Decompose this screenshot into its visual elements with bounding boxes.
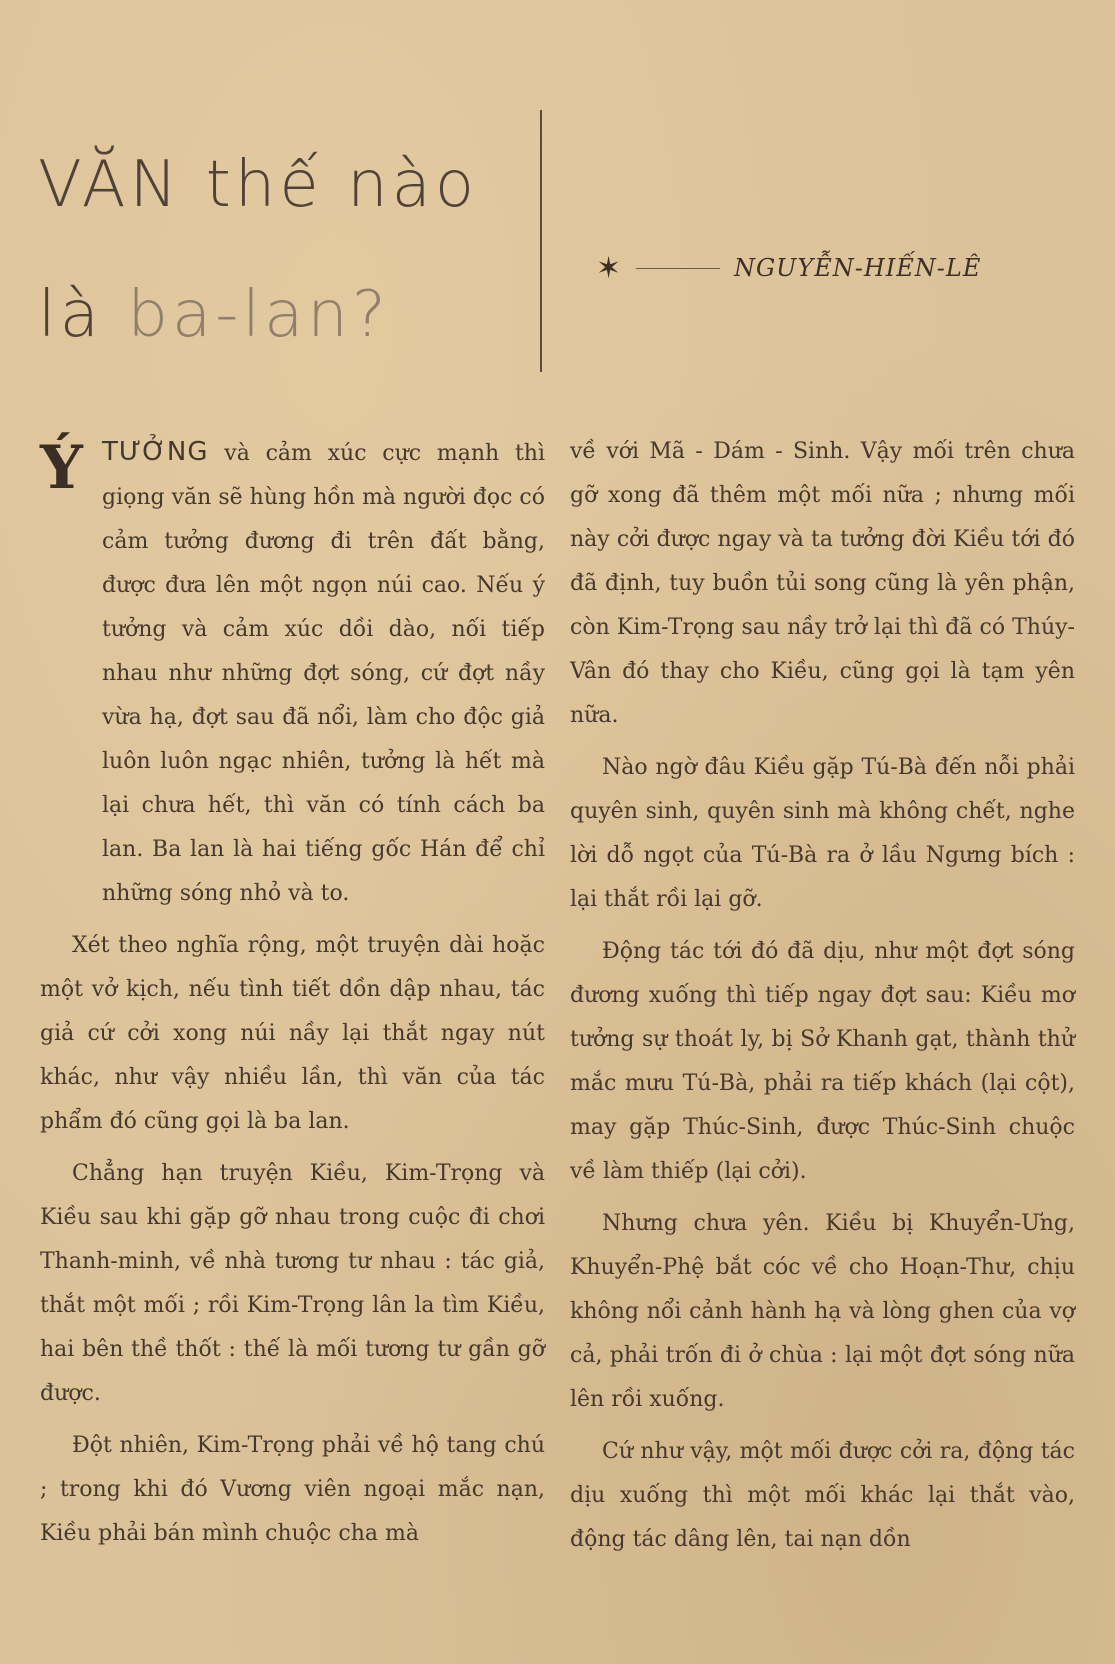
left-column: [40, 430, 545, 1564]
title-word-ba-lan: ba-lan?: [127, 278, 390, 352]
title-divider-rule: [540, 110, 542, 372]
paragraph: Chẳng hạn truyện Kiều, Kim-Trọng và Kiều sau khi gặp gỡ nhau trong cuộc đi chơi Thanh-minh, về nhà tương tư nhau : tác giả, thắt một mối ; rồi Kim-Trọng lân la tìm Kiều, hai bên thề thốt : thế là mối tương tư gần gỡ được.: [40, 1161, 545, 1406]
opening-word: TƯỞNG: [102, 437, 209, 467]
first-paragraph: [40, 430, 545, 916]
paragraph: Xét theo nghĩa rộng, một truyện dài hoặc một vở kịch, nếu tình tiết dồn dập nhau, tác giả cứ cởi xong núi nầy lại thắt ngay nút khác, như vậy nhiều lần, thì văn của tác phẩm đó cũng gọi là ba lan.: [40, 933, 545, 1134]
byline-dash: [636, 268, 720, 269]
author-name: NGUYỄN-HIẾN-LÊ: [734, 254, 982, 282]
paragraph: Nhưng chưa yên. Kiều bị Khuyển-Ưng, Khuyển-Phệ bắt cóc về cho Hoạn-Thư, chịu không nổi cảnh hành hạ và lòng ghen của vợ cả, phải trốn đi ở chùa : lại một đợt sóng nữa lên rồi xuống.: [570, 1211, 1075, 1412]
paragraph: Cứ như vậy, một mối được cởi ra, động tác dịu xuống thì một mối khác lại thắt vào, động tác dâng lên, tai nạn dồn: [570, 1439, 1075, 1552]
paragraph: về với Mã - Dám - Sinh. Vậy mối trên chưa gỡ xong đã thêm một mối nữa ; nhưng mối này cởi được ngay và ta tưởng đời Kiều tới đó đã định, tuy buồn tủi song cũng là yên phận, còn Kim-Trọng sau nầy trở lại thì đã có Thúy-Vân đó thay cho Kiều, cũng gọi là tạm yên nữa.: [570, 439, 1075, 728]
paragraph: Đột nhiên, Kim-Trọng phải về hộ tang chú ; trong khi đó Vương viên ngoại mắc nạn, Kiều phải bán mình chuộc cha mà: [40, 1433, 545, 1546]
first-paragraph-text: và cảm xúc cực mạnh thì giọng văn sẽ hùng hồn mà người đọc có cảm tưởng đương đi trên đất bằng, được đưa lên một ngọn núi cao. Nếu ý tưởng và cảm xúc dồi dào, nối tiếp nhau như những đợt sóng, cứ đợt nầy vừa hạ, đợt sau đã nổi, làm cho độc giả luôn luôn ngạc nhiên, tưởng là hết mà lại chưa hết, thì văn có tính cách ba lan. Ba lan là hai tiếng gốc Hán để chỉ những sóng nhỏ và to.: [102, 441, 545, 906]
right-column: [570, 430, 1075, 1570]
paragraph: Động tác tới đó đã dịu, như một đợt sóng đương xuống thì tiếp ngay đợt sau: Kiều mơ tưởng sự thoát ly, bị Sở Khanh gạt, thành thử mắc mưu Tú-Bà, phải ra tiếp khách (lại cột), may gặp Thúc-Sinh, được Thúc-Sinh chuộc về làm thiếp (lại cởi).: [570, 939, 1075, 1184]
star-icon: ✶: [596, 250, 622, 286]
title-word-la: là: [38, 278, 128, 352]
paragraph: Nào ngờ đâu Kiều gặp Tú-Bà đến nỗi phải quyên sinh, quyên sinh mà không chết, nghe lời dỗ ngọt của Tú-Bà ra ở lầu Ngưng bích : lại thắt rồi lại gỡ.: [570, 755, 1075, 912]
article-title-line-2: [38, 278, 390, 352]
article-title-line-1: VĂN thế nào: [38, 148, 478, 222]
drop-cap: Ý: [40, 433, 83, 503]
author-byline: [596, 248, 1096, 288]
